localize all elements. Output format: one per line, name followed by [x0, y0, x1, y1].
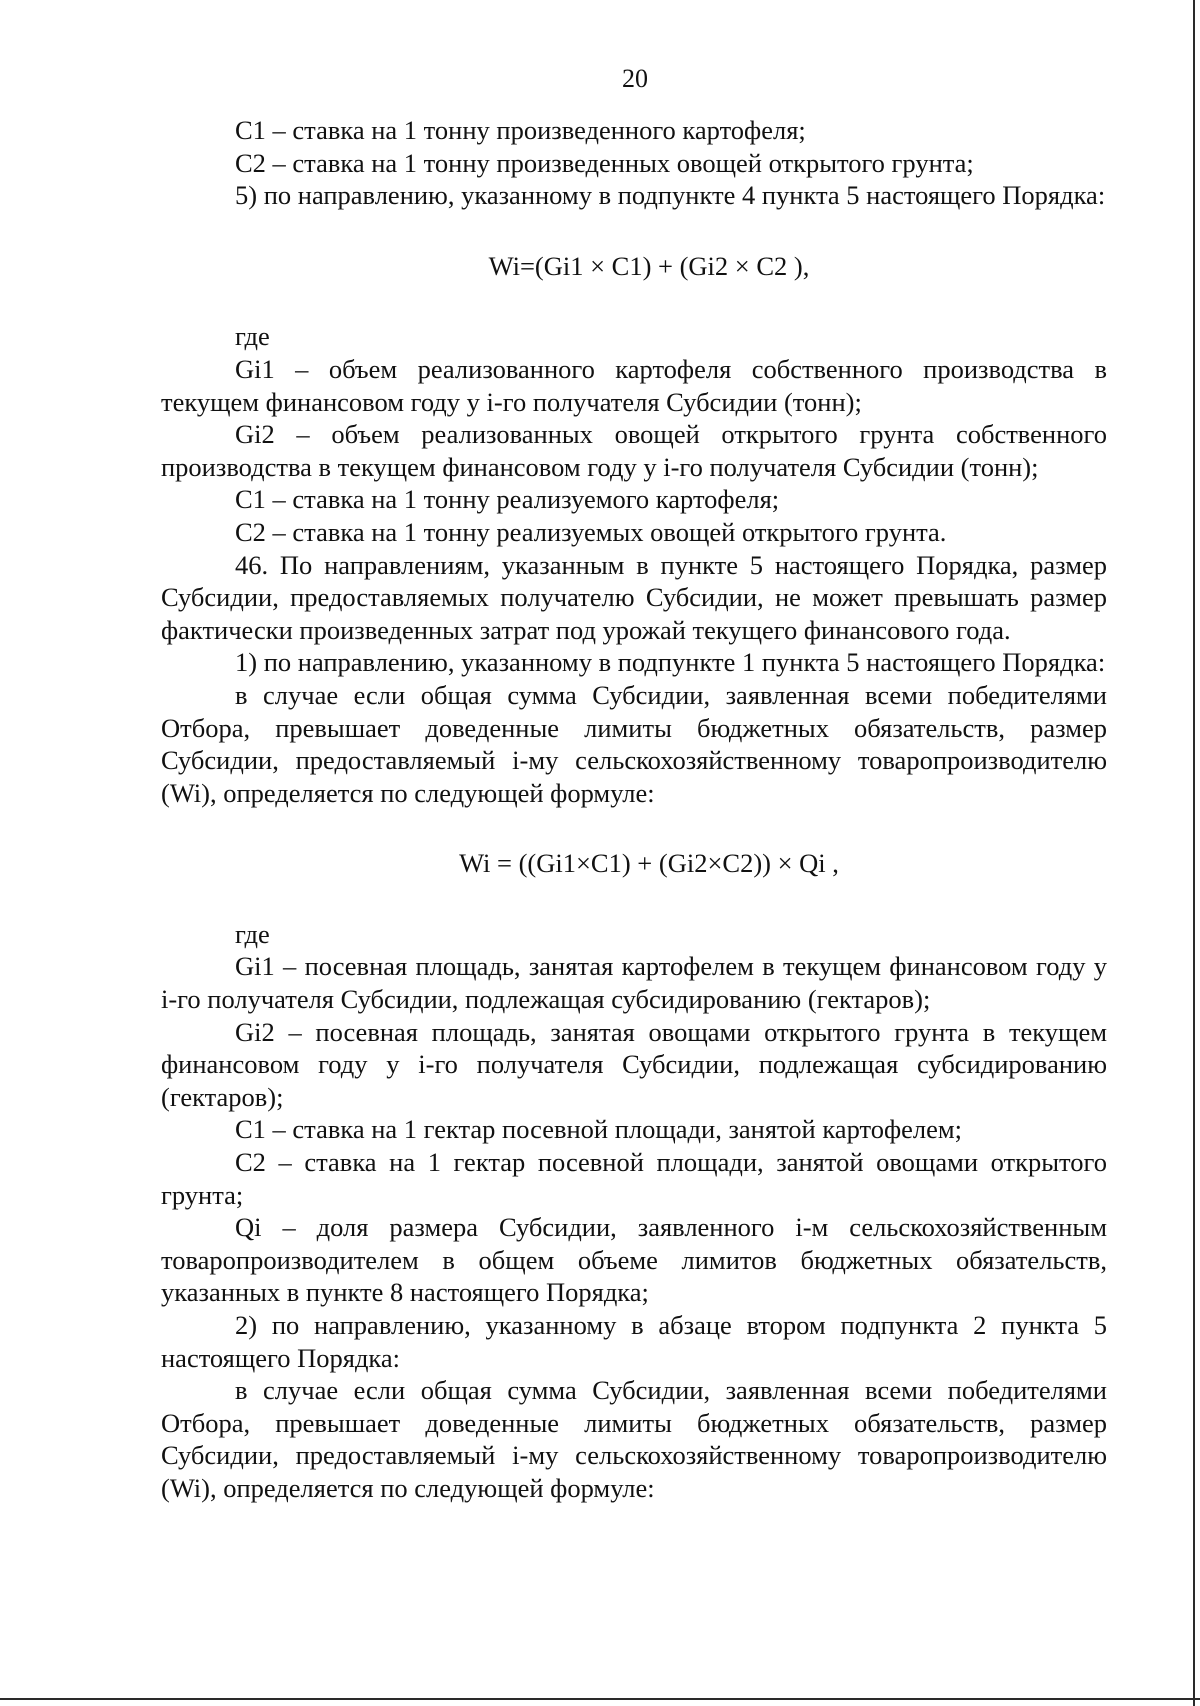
paragraph: в случае если общая сумма Субсидии, заявленная всеми победителями Отбора, превышает доведенные лимиты бюджетных обязательств, размер Субсидии, предоставляемый i-му сельскохозяйственному товаропроизводителю (Wi), определяется по следующей формуле: — [161, 679, 1107, 808]
paragraph: Qi – доля размера Субсидии, заявленного i-м сельскохозяйственным товаропроизводителем в общем объеме лимитов бюджетных обязательств, указанных в пункте 8 настоящего Порядка; — [161, 1212, 1107, 1308]
formula: Wi = ((Gi1×C1) + (Gi2×C2)) × Qi , — [459, 848, 839, 879]
paragraph: Gi2 – посевная площадь, занятая овощами открытого грунта в текущем финансовом году у i-го получателя Субсидии, подлежащая субсидированию (гектаров); — [161, 1016, 1107, 1112]
paragraph: Gi1 – объем реализованного картофеля собственного производства в текущем финансовом году у i-го получателя Субсидии (тонн); — [161, 353, 1107, 417]
paragraph: C2 – ставка на 1 тонну произведенных овощей открытого грунта; — [235, 147, 974, 178]
paragraph: Gi1 – посевная площадь, занятая картофелем в текущем финансовом году у i-го получателя Субсидии, подлежащая субсидированию (гектаров); — [161, 951, 1107, 1015]
paragraph: в случае если общая сумма Субсидии, заявленная всеми победителями Отбора, превышает доведенные лимиты бюджетных обязательств, размер Субсидии, предоставляемый i-му сельскохозяйственному товаропроизводителю (Wi), определяется по следующей формуле: — [161, 1375, 1107, 1503]
paragraph: C1 – ставка на 1 гектар посевной площади, занятой картофелем; — [235, 1114, 963, 1145]
paragraph: C2 – ставка на 1 тонну реализуемых овощей открытого грунта. — [235, 516, 947, 547]
paragraph: 1) по направлению, указанному в подпункте 1 пункта 5 настоящего Порядка: — [235, 647, 1106, 678]
page-edge-right — [1193, 0, 1195, 1706]
paragraph: где — [235, 918, 270, 949]
paragraph: C1 – ставка на 1 тонну реализуемого картофеля; — [235, 484, 780, 515]
paragraph: Gi2 – объем реализованных овощей открытого грунта собственного производства в текущем финансовом году у i-го получателя Субсидии (тонн); — [161, 419, 1107, 482]
formula: Wi=(Gi1 × C1) + (Gi2 × C2 ), — [488, 250, 810, 281]
paragraph: 5) по направлению, указанному в подпункте 4 пункта 5 настоящего Порядка: — [235, 180, 1106, 211]
paragraph: C2 – ставка на 1 гектар посевной площади, занятой овощами открытого грунта; — [161, 1147, 1107, 1210]
paragraph: 2) по направлению, указанному в абзаце втором подпункта 2 пункта 5 настоящего Порядка: — [161, 1310, 1107, 1373]
document-body — [161, 114, 1107, 1505]
paragraph: 46. По направлениям, указанным в пункте 5 настоящего Порядка, размер Субсидии, предоставляемых получателю Субсидии, не может превышать размер фактически произведенных затрат под урожай текущего финансового года. — [161, 549, 1107, 645]
paragraph: C1 – ставка на 1 тонну произведенного картофеля; — [235, 115, 806, 145]
page-number: 20 — [622, 64, 648, 93]
page-edge-bottom — [0, 1698, 1200, 1700]
paragraph: где — [235, 321, 270, 352]
